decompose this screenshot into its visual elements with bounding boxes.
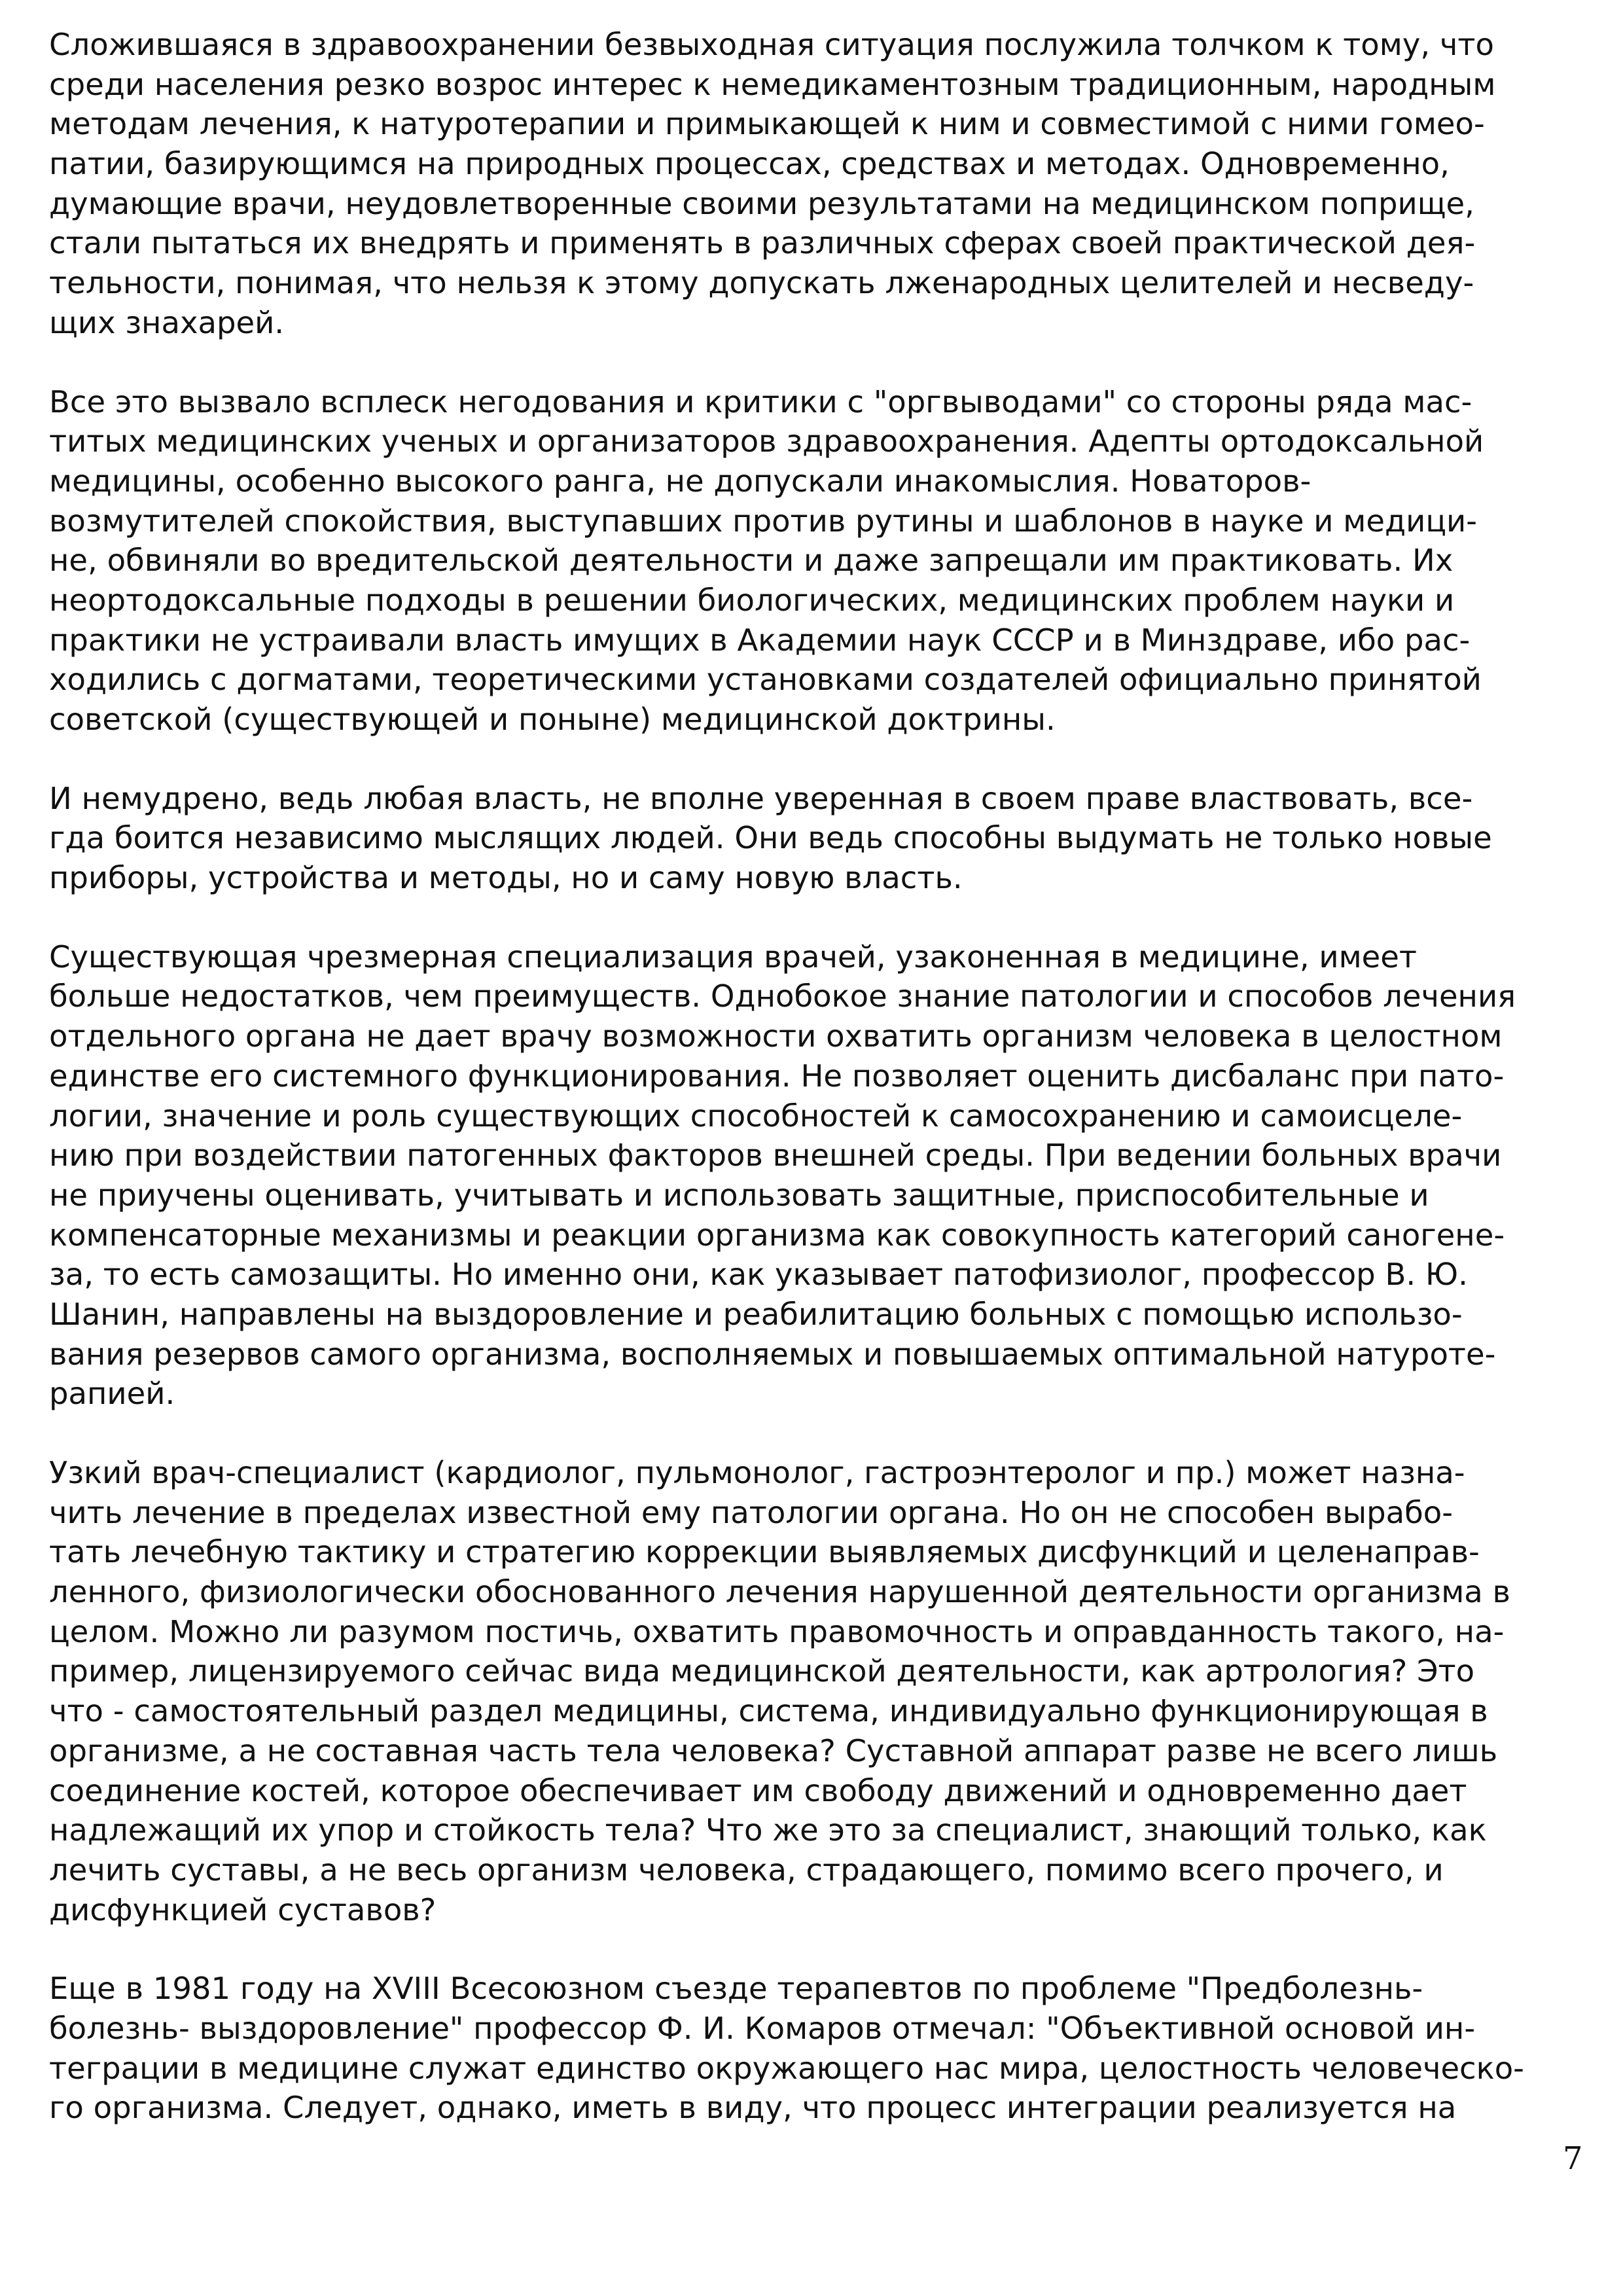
text-line: больше недостатков, чем преимуществ. Однобокое знание патологии и способов лечения (49, 978, 1516, 1014)
paragraph-4 (49, 937, 1590, 1414)
text-line: И немудрено, ведь любая власть, не вполне уверенная в своем праве властвовать, все- (49, 780, 1473, 816)
text-line: не приучены оценивать, учитывать и использовать защитные, приспособительные и (49, 1177, 1429, 1213)
text-line: компенсаторные механизмы и реакции организма как совокупность категорий саногене- (49, 1217, 1505, 1253)
text-line: ленного, физиологически обоснованного лечения нарушенной деятельности организма в (49, 1574, 1510, 1610)
text-line: надлежащий их упор и стойкость тела? Что же это за специалист, знающий только, как (49, 1812, 1487, 1848)
text-line: возмутителей спокойствия, выступавших против рутины и шаблонов в науке и медици- (49, 503, 1477, 539)
text-line: Сложившаяся в здравоохранении безвыходная ситуация послужила толчком к тому, что (49, 27, 1494, 62)
text-line: патии, базирующимся на природных процессах, средствах и методах. Одновременно, (49, 146, 1450, 182)
text-line: Еще в 1981 году на XVIII Всесоюзном съезде терапевтов по проблеме "Предболезнь- (49, 1971, 1423, 2007)
text-line: титых медицинских ученых и организаторов здравоохранения. Адепты ортодоксальной (49, 423, 1484, 459)
text-line: ходились с догматами, теоретическими установками создателей официально принятой (49, 662, 1482, 698)
text-line: дисфункцией суставов? (49, 1892, 437, 1928)
text-line: го организма. Следует, однако, иметь в виду, что процесс интеграции реализуется на (49, 2090, 1457, 2126)
text-line: отдельного органа не дает врачу возможности охватить организм человека в целостном (49, 1018, 1503, 1054)
text-line: тельности, понимая, что нельзя к этому допускать лженародных целителей и несведу- (49, 265, 1474, 301)
text-line: соединение костей, которое обеспечивает им свободу движений и одновременно дает (49, 1772, 1467, 1808)
text-line: нию при воздействии патогенных факторов внешней среды. При ведении больных врачи (49, 1138, 1502, 1174)
document-page (49, 25, 1590, 2167)
text-line: медицины, особенно высокого ранга, не допускали инакомыслия. Новаторов- (49, 463, 1311, 499)
text-line: неортодоксальные подходы в решении биологических, медицинских проблем науки и (49, 582, 1455, 618)
text-line: практики не устраивали власть имущих в Академии наук СССР и в Минздраве, ибо рас- (49, 622, 1471, 658)
text-line: логии, значение и роль существующих способностей к самосохранению и самоисцеле- (49, 1098, 1463, 1134)
paragraph-5 (49, 1453, 1590, 1929)
text-line: тать лечебную тактику и стратегию коррекции выявляемых дисфункций и целенаправ- (49, 1534, 1480, 1570)
paragraph-2 (49, 382, 1590, 740)
text-line: организме, а не составная часть тела человека? Суставной аппарат разве не всего лишь (49, 1732, 1498, 1768)
text-line: что - самостоятельный раздел медицины, система, индивидуально функционирующая в (49, 1693, 1488, 1729)
text-line: рапией. (49, 1376, 175, 1412)
text-line: Все это вызвало всплеск негодования и критики с "оргвыводами" со стороны ряда мас- (49, 384, 1472, 420)
paragraph-6 (49, 1969, 1590, 2128)
text-line: болезнь- выздоровление" профессор Ф. И. Комаров отмечал: "Объективной основой ин- (49, 2010, 1476, 2046)
text-line: среди населения резко возрос интерес к немедикаментозным традиционным, народным (49, 66, 1496, 102)
text-line: приборы, устройства и методы, но и саму новую власть. (49, 860, 963, 896)
text-line: Существующая чрезмерная специализация врачей, узаконенная в медицине, имеет (49, 939, 1417, 975)
text-line: единстве его системного функционирования. Не позволяет оценить дисбаланс при пато- (49, 1058, 1505, 1094)
text-line: Узкий врач-специалист (кардиолог, пульмонолог, гастроэнтеролог и пр.) может назна- (49, 1455, 1465, 1490)
text-line: гда боится независимо мыслящих людей. Они ведь способны выдумать не только новые (49, 820, 1492, 856)
text-line: пример, лицензируемого сейчас вида медицинской деятельности, как артрология? Это (49, 1653, 1475, 1689)
text-line: за, то есть самозащиты. Но именно они, как указывает патофизиолог, профессор В. Ю. (49, 1257, 1468, 1293)
text-line: методам лечения, к натуротерапии и примыкающей к ним и совместимой с ними гомео- (49, 106, 1485, 142)
paragraph-1 (49, 25, 1590, 343)
text-line: думающие врачи, неудовлетворенные своими результатами на медицинском поприще, (49, 185, 1474, 221)
text-line: советской (существующей и поныне) медицинской доктрины. (49, 702, 1056, 737)
text-line: стали пытаться их внедрять и применять в различных сферах своей практической дея- (49, 225, 1476, 261)
text-line: лечить суставы, а не весь организм человека, страдающего, помимо всего прочего, и (49, 1852, 1444, 1888)
paragraph-3 (49, 779, 1590, 898)
text-line: теграции в медицине служат единство окружающего нас мира, целостность человеческо- (49, 2050, 1524, 2086)
text-line: целом. Можно ли разумом постичь, охватить правомочность и оправданность такого, на- (49, 1613, 1505, 1649)
page-number: 7 (1563, 2140, 1583, 2177)
text-line: не, обвиняли во вредительской деятельности и даже запрещали им практиковать. Их (49, 543, 1454, 579)
text-line: Шанин, направлены на выздоровление и реабилитацию больных с помощью использо- (49, 1296, 1463, 1332)
text-line: щих знахарей. (49, 304, 285, 340)
text-line: вания резервов самого организма, восполняемых и повышаемых оптимальной натуроте- (49, 1336, 1496, 1372)
text-line: чить лечение в пределах известной ему патологии органа. Но он не способен вырабо- (49, 1494, 1453, 1530)
